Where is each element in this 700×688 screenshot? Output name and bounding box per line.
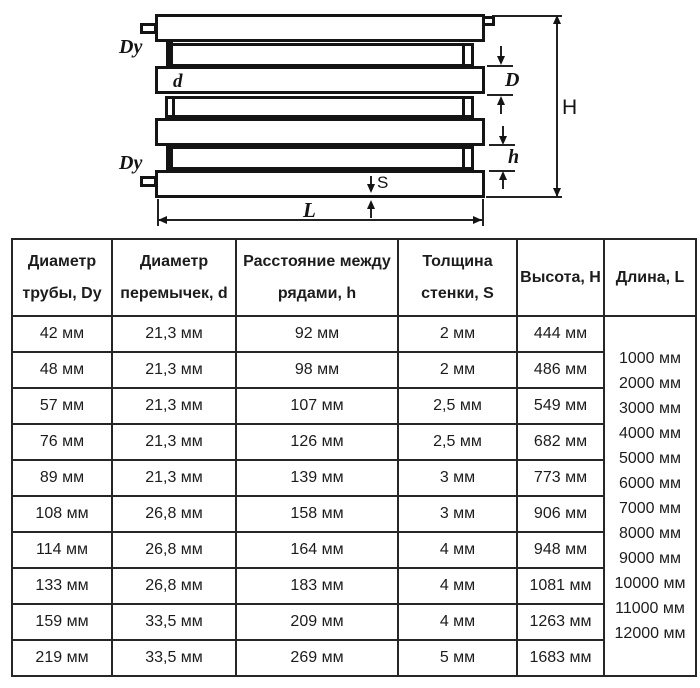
- table-cell: 21,3 мм: [112, 316, 236, 352]
- table-cell: 3 мм: [398, 496, 517, 532]
- table-cell: 219 мм: [12, 640, 112, 676]
- label-S: S: [377, 173, 389, 192]
- table-cell: 57 мм: [12, 388, 112, 424]
- table-cell: 1683 мм: [517, 640, 604, 676]
- table-cell: 5 мм: [398, 640, 517, 676]
- table-cell: 444 мм: [517, 316, 604, 352]
- length-value: 12000 мм: [614, 625, 686, 642]
- length-value: 3000 мм: [618, 400, 682, 417]
- spec-table: [11, 238, 697, 677]
- spec-table-header: [12, 239, 696, 316]
- jumper-cap: [172, 99, 175, 115]
- jumper-cap: [462, 46, 465, 64]
- table-cell: 107 мм: [236, 388, 398, 424]
- table-cell: 269 мм: [236, 640, 398, 676]
- table-cell: 114 мм: [12, 532, 112, 568]
- label-Dy-top: Dy: [119, 36, 143, 58]
- length-value: 6000 мм: [618, 475, 682, 492]
- table-cell: 948 мм: [517, 532, 604, 568]
- arrowhead: [367, 184, 375, 193]
- table-cell: 4 мм: [398, 568, 517, 604]
- jumper-left-top: [166, 40, 173, 69]
- length-value: 8000 мм: [618, 525, 682, 542]
- label-D: D: [505, 69, 520, 91]
- table-cell: 682 мм: [517, 424, 604, 460]
- table-cell: 1263 мм: [517, 604, 604, 640]
- table-cell: 486 мм: [517, 352, 604, 388]
- table-cell: 48 мм: [12, 352, 112, 388]
- arrowhead: [158, 216, 167, 224]
- extension-line-right: [482, 199, 484, 226]
- table-cell: 4 мм: [398, 604, 517, 640]
- table-cell: 26,8 мм: [112, 496, 236, 532]
- extension-line-bottom: [486, 196, 562, 198]
- table-cell: 21,3 мм: [112, 460, 236, 496]
- table-row: [12, 640, 696, 676]
- length-value: 11000 мм: [615, 600, 685, 617]
- table-cell: 76 мм: [12, 424, 112, 460]
- table-row: [12, 568, 696, 604]
- arrowhead: [553, 15, 561, 24]
- table-cell: 98 мм: [236, 352, 398, 388]
- table-cell: 26,8 мм: [112, 532, 236, 568]
- jumper-cap: [462, 99, 465, 115]
- label-L: L: [303, 198, 316, 222]
- table-cell: 183 мм: [236, 568, 398, 604]
- spec-table-body: [12, 316, 696, 676]
- table-cell: 139 мм: [236, 460, 398, 496]
- table-cell: 209 мм: [236, 604, 398, 640]
- table-cell: 773 мм: [517, 460, 604, 496]
- label-d: d: [173, 71, 183, 92]
- length-merged-cell: [604, 316, 696, 676]
- label-h: h: [508, 146, 520, 168]
- length-value: 5000 мм: [618, 450, 682, 467]
- label-Dy-bottom: Dy: [119, 152, 143, 174]
- table-cell: 42 мм: [12, 316, 112, 352]
- dim-line-h-lower: [502, 179, 504, 189]
- connector-pipe-3: [166, 146, 474, 170]
- length-value: 1000 мм: [618, 350, 682, 367]
- header-jumper-diameter: Диаметр перемычек, d: [112, 239, 236, 316]
- length-value: 10000 мм: [614, 575, 686, 592]
- jumper-cap: [462, 149, 465, 167]
- arrowhead: [499, 136, 507, 145]
- arrowhead: [367, 200, 375, 209]
- table-cell: 33,5 мм: [112, 640, 236, 676]
- arrowhead: [499, 171, 507, 180]
- header-wall-thickness: Толщина стенки, S: [398, 239, 517, 316]
- table-cell: 164 мм: [236, 532, 398, 568]
- length-value: 9000 мм: [618, 550, 682, 567]
- length-value: 7000 мм: [618, 500, 682, 517]
- table-cell: 1081 мм: [517, 568, 604, 604]
- header-length: Длина, L: [604, 239, 696, 316]
- table-cell: 133 мм: [12, 568, 112, 604]
- table-row: [12, 496, 696, 532]
- dim-tick: [487, 65, 513, 67]
- header-row: [12, 239, 696, 316]
- header-pipe-diameter: Диаметр трубы, Dy: [12, 239, 112, 316]
- table-row: [12, 532, 696, 568]
- header-height: Высота, H: [517, 239, 604, 316]
- length-value: 2000 мм: [618, 375, 682, 392]
- table-cell: 21,3 мм: [112, 388, 236, 424]
- table-cell: 4 мм: [398, 532, 517, 568]
- table-row: [12, 316, 696, 352]
- table-cell: 158 мм: [236, 496, 398, 532]
- table-cell: 2,5 мм: [398, 424, 517, 460]
- table-cell: 26,8 мм: [112, 568, 236, 604]
- length-value: 4000 мм: [618, 425, 682, 442]
- dim-line-L: [158, 219, 482, 221]
- dim-line-H: [556, 16, 558, 197]
- table-cell: 108 мм: [12, 496, 112, 532]
- table-cell: 906 мм: [517, 496, 604, 532]
- table-row: [12, 388, 696, 424]
- pipe-row-4: [155, 170, 485, 198]
- arrowhead: [497, 96, 505, 105]
- table-cell: 159 мм: [12, 604, 112, 640]
- pipe-row-3: [155, 118, 485, 146]
- table-cell: 549 мм: [517, 388, 604, 424]
- dim-line-S-lower: [370, 208, 372, 218]
- table-cell: 21,3 мм: [112, 352, 236, 388]
- table-row: [12, 604, 696, 640]
- table-row: [12, 352, 696, 388]
- table-row: [12, 424, 696, 460]
- table-cell: 33,5 мм: [112, 604, 236, 640]
- pipe-row-1: [155, 14, 485, 42]
- label-H: H: [562, 96, 578, 119]
- table-cell: 2 мм: [398, 316, 517, 352]
- table-cell: 3 мм: [398, 460, 517, 496]
- table-cell: 126 мм: [236, 424, 398, 460]
- connector-pipe-1: [166, 43, 474, 67]
- connector-pipe-2: [165, 96, 474, 118]
- table-cell: 92 мм: [236, 316, 398, 352]
- table-cell: 2,5 мм: [398, 388, 517, 424]
- jumper-left-bottom: [166, 143, 173, 173]
- table-cell: 21,3 мм: [112, 424, 236, 460]
- pipe-row-2: [155, 66, 485, 94]
- header-row-spacing: Расстояние между рядами, h: [236, 239, 398, 316]
- table-cell: 89 мм: [12, 460, 112, 496]
- register-drawing: [0, 0, 700, 232]
- arrowhead: [473, 216, 482, 224]
- arrowhead: [497, 56, 505, 65]
- table-cell: 2 мм: [398, 352, 517, 388]
- table-row: [12, 460, 696, 496]
- extension-line-top: [492, 15, 562, 17]
- arrowhead: [553, 188, 561, 197]
